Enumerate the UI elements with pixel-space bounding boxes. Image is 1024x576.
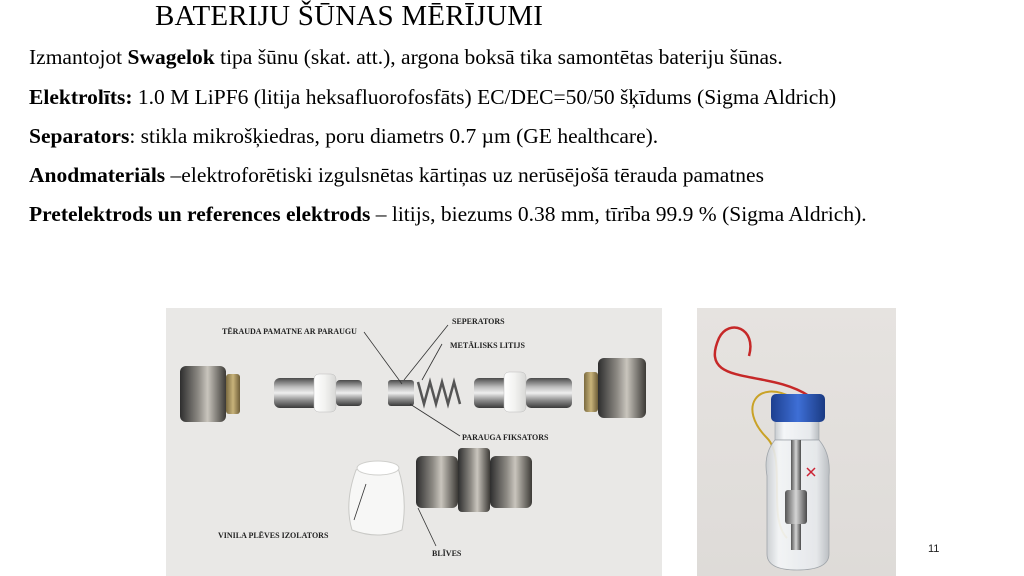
left-nut	[180, 366, 240, 422]
paragraph-bold: Elektrolīts:	[29, 85, 133, 109]
paragraph-separator	[29, 124, 658, 148]
paragraph-text: –elektroforētiski izgulsnētas kārtiņas uz nerūsējošā tērauda pamatnes	[165, 163, 764, 187]
swagelok-components-illustration	[166, 308, 662, 576]
union-body	[416, 448, 532, 512]
assembled-cell-illustration	[697, 308, 896, 576]
swagelok-components-photo	[166, 308, 662, 576]
paragraph-pre: Izmantojot	[29, 45, 128, 69]
paragraph-bold: Anodmateriāls	[29, 163, 166, 187]
paragraph-electrolyte	[29, 85, 836, 109]
label-sample-fixator: PARAUGA FIKSATORS	[462, 433, 549, 442]
left-plunger	[274, 374, 362, 412]
paragraph-anode	[29, 163, 764, 187]
slide-title: BATERIJU ŠŪNAS MĒRĪJUMI	[155, 0, 544, 32]
right-plunger	[474, 372, 572, 412]
paragraph-bold: Pretelektrods un references elektrods	[29, 202, 371, 226]
paragraph-text: – litijs, biezums 0.38 mm, tīrība 99.9 % (Sigma Aldrich).	[370, 202, 867, 226]
spring-icon	[418, 382, 460, 404]
paragraph-counter-electrode	[29, 202, 989, 226]
paragraph-text: : stikla mikrošķiedras, poru diametrs 0.7 µm (GE healthcare).	[129, 124, 659, 148]
vinyl-sleeve	[349, 461, 404, 535]
blue-cap	[771, 394, 825, 422]
red-wire	[715, 328, 809, 396]
paragraph-bold: Separators	[29, 124, 130, 148]
assembled-cell-photo	[697, 308, 896, 576]
label-separator: SEPERATORS	[452, 317, 505, 326]
paragraph-text: tipa šūnu (skat. att.), argona boksā tika samontētas bateriju šūnas.	[214, 45, 783, 69]
page-number: 11	[928, 543, 940, 555]
center-cylinder	[388, 380, 414, 406]
label-steel-substrate: TĒRAUDA PAMATNE AR PARAUGU	[222, 327, 357, 336]
label-vinyl-insulator: VINILA PLĒVES IZOLATORS	[218, 531, 329, 540]
right-nut	[584, 358, 646, 418]
paragraph-bold: Swagelok	[127, 45, 215, 69]
label-metallic-lithium: METĀLISKS LITIJS	[450, 341, 525, 350]
label-seals: BLĪVES	[432, 549, 462, 558]
paragraph-swagelok	[29, 45, 783, 69]
paragraph-text: 1.0 M LiPF6 (litija heksafluorofosfāts) EC/DEC=50/50 šķīdums (Sigma Aldrich)	[132, 85, 837, 109]
